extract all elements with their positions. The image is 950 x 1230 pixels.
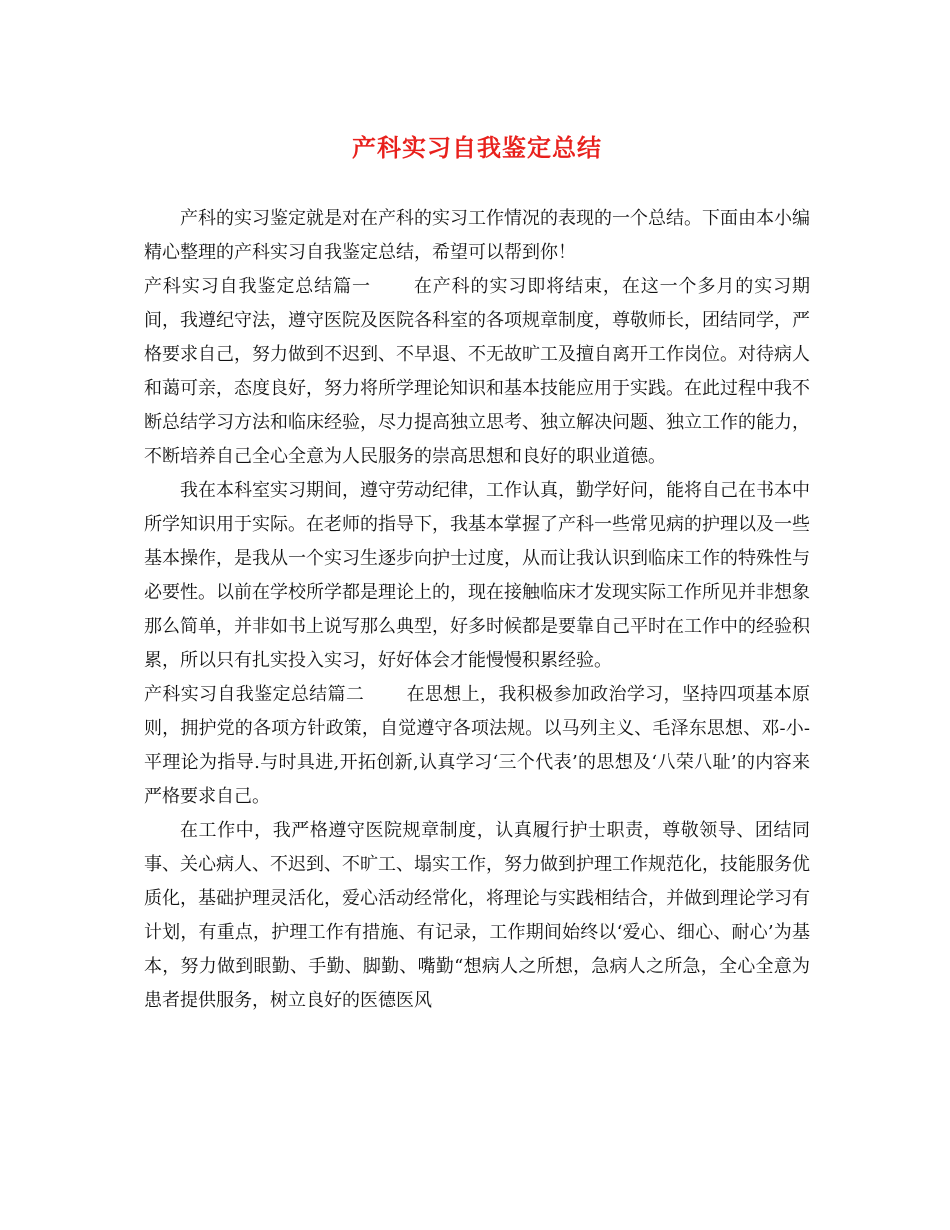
section2-paragraph [144,678,810,814]
section2-paragraph-2: 在工作中，我严格遵守医院规章制度，认真履行护士职责，尊敬领导、团结同事、关心病人、不迟到、不旷工、塌实工作，努力做到护理工作规范化，技能服务优质化，基础护理灵活化，爱心活动经常化，将理论与实践相结合，并做到理论学习有计划，有重点，护理工作有措施、有记录，工作期间始终以‘爱心、细心、耐心’为基本，努力做到眼勤、手勤、脚勤、嘴勤“想病人之所想，急病人之所急，全心全意为患者提供服务，树立良好的医德医风 [144,820,810,1011]
intro-paragraph: 产科的实习鉴定就是对在产科的实习工作情况的表现的一个总结。下面由本小编精心整理的产科实习自我鉴定总结，希望可以帮到你！ [144,208,810,263]
section1-paragraph-2: 我在本科室实习期间，遵守劳动纪律，工作认真，勤学好问，能将自己在书本中所学知识用于实际。在老师的指导下，我基本掌握了产科一些常见病的护理以及一些基本操作，是我从一个实习生逐步向护士过度，从而让我认识到临床工作的特殊性与必要性。以前在学校所学都是理论上的，现在接触临床才发现实际工作所见并非想象那么简单，并非如书上说写那么典型，好多时候都是要靠自己平时在工作中的经验积累，所以只有扎实投入实习，好好体会才能慢慢积累经验。 [144,480,810,671]
document-title: 产科实习自我鉴定总结 [352,133,602,162]
section2-text: 在思想上，我积极参加政治学习，坚持四项基本原则，拥护党的各项方针政策，自觉遵守各项法规。以马列主义、毛泽东思想、邓-小-平理论为指导.与时具进,开拓创新,认真学习‘三个代表’的思想及‘八荣八耻’的内容来严格要求自己。 [144,684,810,807]
section1-text: 在产科的实习即将结束，在这一个多月的实习期间，我遵纪守法，遵守医院及医院各科室的各项规章制度，尊敬师长，团结同学，严格要求自己，努力做到不迟到、不早退、不无故旷工及擅自离开工作岗位。对待病人和蔼可亲，态度良好，努力将所学理论知识和基本技能应用于实践。在此过程中我不断总结学习方法和临床经验，尽力提高独立思考、独立解决问题、独立工作的能力，不断培养自己全心全意为人民服务的崇高思想和良好的职业道德。 [144,276,811,467]
section2-heading: 产科实习自我鉴定总结篇二 [144,684,365,705]
section1-paragraph [144,270,810,474]
document-page [144,128,810,1018]
section1-heading: 产科实习自我鉴定总结篇一 [144,276,371,297]
